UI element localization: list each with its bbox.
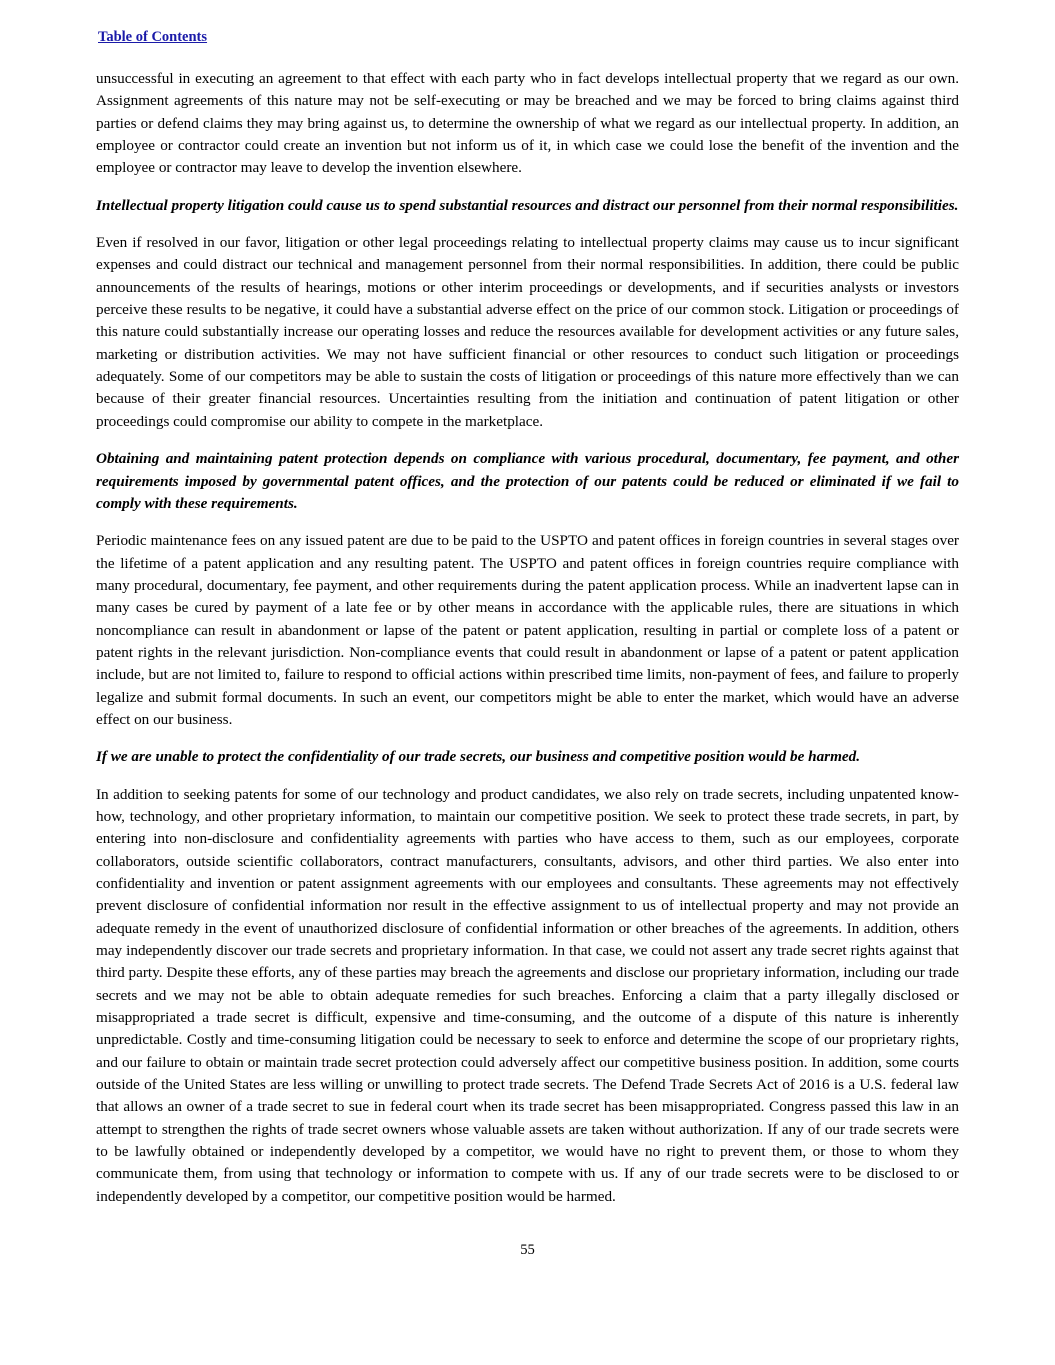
paragraph-trade-secrets: In addition to seeking patents for some of our technology and product candidates, we also rely on trade secrets, including unpatented know-how, technology, and other proprietary information, to maintain our competitive position. We seek to protect these trade secrets, in part, by entering into non-disclosure and confidentiality agreements with parties who have access to them, such as our employees, corporate collaborators, outside scientific collaborators, contract manufacturers, consultants, advisors, and other third parties. We also enter into confidentiality and invention or patent assignment agreements with our employees and consultants. These agreements may not effectively prevent disclosure of confidential information nor result in the effective assignment to us of intellectual property and may not provide an adequate remedy in the event of unauthorized disclosure of confidential information or other breaches of the agreements. In addition, others may independently discover our trade secrets and proprietary information. In that case, we could not assert any trade secret rights against that third party. Despite these efforts, any of these parties may breach the agreements and disclose our proprietary information, including our trade secrets and we may not be able to obtain adequate remedies for such breaches. Enforcing a claim that a party illegally disclosed or misappropriated a trade secret is difficult, expensive and time-consuming, and the outcome of a dispute of this nature is inherently unpredictable. Costly and time-consuming litigation could be necessary to seek to enforce and determine the scope of our proprietary rights, and our failure to obtain or maintain trade secret protection could adversely affect our competitive business position. In addition, some courts outside of the United States are less willing or unwilling to protect trade secrets. The Defend Trade Secrets Act of 2016 is a U.S. federal law that allows an owner of a trade secret to sue in federal court when its trade secret has been misappropriated. Congress passed this law in an attempt to strengthen the rights of trade secret owners whose valuable assets are taken without authorization. If any of our trade secrets were to be lawfully obtained or independently developed by a competitor, we would have no right to prevent them, or those to whom they communicate them, from using that technology or information to compete with us. If any of our trade secrets were to be disclosed to or independently developed by a competitor, our competitive position would be harmed. — [96, 785, 959, 1205]
paragraph-patent-protection: Periodic maintenance fees on any issued patent are due to be paid to the USPTO and patent offices in foreign countries in several stages over the lifetime of a patent application and any resulting patent. The USPTO and patent offices in foreign countries require compliance with many procedural, documentary, fee payment, and other requirements during the patent application process. While an inadvertent lapse can in many cases be cured by payment of a late fee or by other means in accordance with the applicable rules, there are situations in which noncompliance can result in abandonment or lapse of the patent or patent application, resulting in partial or complete loss of a patent or patent rights in the relevant jurisdiction. Non-compliance events that could result in abandonment or lapse of a patent or patent application include, but are not limited to, failure to respond to official actions within prescribed time limits, non-payment of fees, and failure to properly legalize and submit formal documents. In such an event, our competitors might be able to enter the market, which would have an adverse effect on our business. — [96, 532, 959, 728]
section-heading-patent-protection: Obtaining and maintaining patent protection depends on compliance with various procedural, documentary, fee payment, and other requirements imposed by governmental patent offices, and the protection of our patents could be reduced or eliminated if we fail to comply with these requirements. — [96, 450, 959, 512]
paragraph-intro-continued: unsuccessful in executing an agreement to that effect with each party who in fact develops intellectual property that we regard as our own. Assignment agreements of this nature may not be self-executing or may be breached and we may be forced to bring claims against third parties or defend claims they may bring against us, to determine the ownership of what we regard as our intellectual property. In addition, an employee or contractor could create an invention but not inform us of it, in which case we could lose the benefit of the invention and the employee or contractor may leave to develop the invention elsewhere. — [96, 70, 959, 177]
page-number: 55 — [520, 1242, 535, 1259]
section-heading-trade-secrets: If we are unable to protect the confidentiality of our trade secrets, our business and competitive position would be harmed. — [96, 748, 861, 766]
section-heading-ip-litigation: Intellectual property litigation could cause us to spend substantial resources and distract our personnel from their normal responsibilities. — [96, 196, 959, 214]
table-of-contents-link[interactable]: Table of Contents — [98, 29, 208, 45]
paragraph-ip-litigation: Even if resolved in our favor, litigation or other legal proceedings relating to intellectual property claims may cause us to incur significant expenses and could distract our technical and management personnel from their normal responsibilities. In addition, there could be public announcements of the results of hearings, motions or other interim proceedings or developments, and if securities analysts or investors perceive these results to be negative, it could have a substantial adverse effect on the price of our common stock. Litigation or proceedings of this nature could substantially increase our operating losses and reduce the resources available for development activities or any future sales, marketing or distribution activities. We may not have sufficient financial or other resources to conduct such litigation or proceedings adequately. Some of our competitors may be able to sustain the costs of litigation or proceedings of this nature more effectively than we can because of their greater financial resources. Uncertainties resulting from the initiation and continuation of patent litigation or other proceedings could compromise our ability to compete in the marketplace. — [96, 234, 959, 430]
